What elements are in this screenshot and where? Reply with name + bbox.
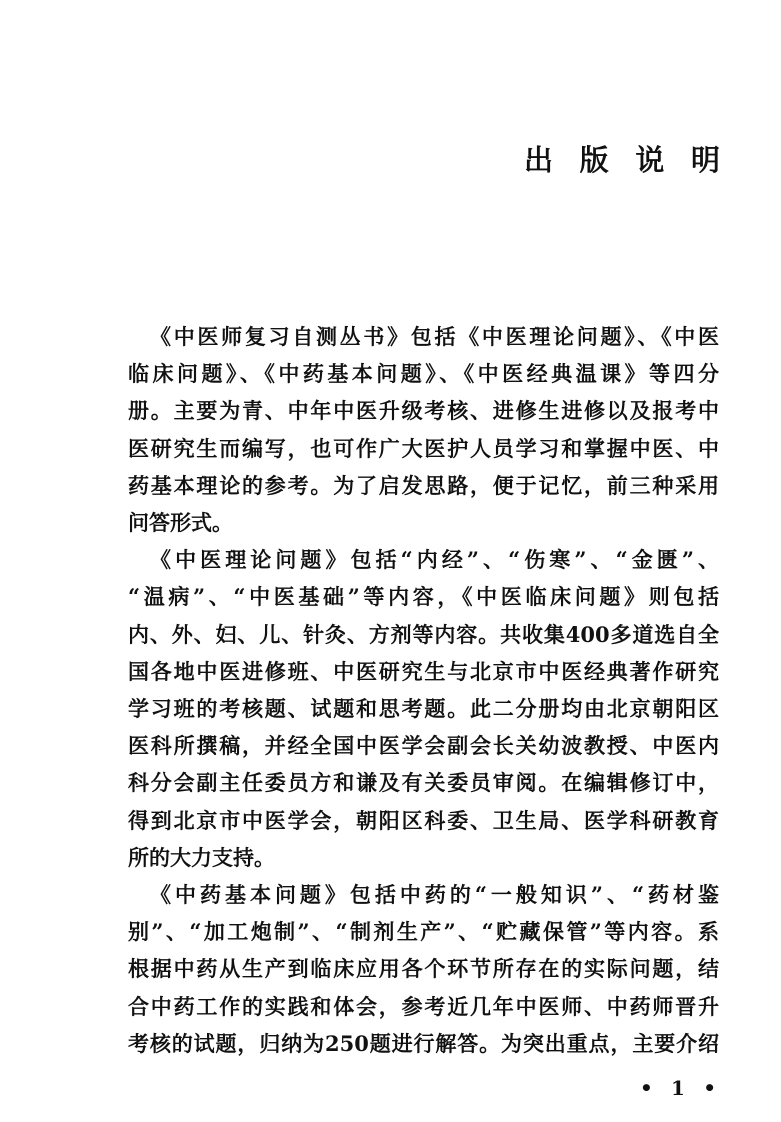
text-line: 医科所撰稿，并经全国中医学会副会长关幼波教授、中医内 [128, 733, 719, 759]
text-line: 合中药工作的实践和体会，参考近几年中医师、中药师晋升 [128, 993, 719, 1019]
text-line: 册。主要为青、中年中医升级考核、进修生进修以及报考中 [128, 398, 719, 424]
body-text [128, 318, 719, 1102]
page-number: • 1 • [640, 1076, 716, 1101]
text-line: 内、外、妇、儿、针灸、方剂等内容。共收集400多道选自全 [128, 621, 719, 647]
text-line: 《中医理论问题》包括“内经”、“伤寒”、“金匮”、 [150, 547, 719, 573]
text-line: 《中药基本问题》包括中药的“一般知识”、“药材鉴 [150, 882, 719, 908]
text-line: 考核的试题，归纳为250题进行解答。为突出重点，主要介绍 [128, 1030, 719, 1056]
text-line: 《中医师复习自测丛书》包括《中医理论问题》、《中医 [150, 324, 719, 349]
text-line: 所的大力支持。 [128, 844, 275, 870]
text-line: “温病”、“中医基础”等内容，《中医临床问题》则包括 [128, 584, 719, 610]
text-line: 学习班的考核题、试题和思考题。此二分册均由北京朝阳区 [128, 696, 719, 722]
text-line: 问答形式。 [128, 510, 233, 536]
text-line: 科分会副主任委员方和谦及有关委员审阅。在编辑修订中， [128, 770, 719, 796]
text-line: 临床问题》、《中药基本问题》、《中医经典温课》等四分 [128, 361, 719, 387]
text-line: 医研究生而编写，也可作广大医护人员学习和掌握中医、中 [128, 435, 719, 461]
text-line: 根据中药从生产到临床应用各个环节所存在的实际问题，结 [128, 956, 719, 982]
text-line: 别”、“加工炮制”、“制剂生产”、“贮藏保管”等内容。系 [128, 919, 719, 945]
text-line: 国各地中医进修班、中医研究生与北京市中医经典著作研究 [128, 658, 719, 684]
body-lines [128, 318, 719, 1062]
page-title: 出 版 说 明 [524, 143, 720, 177]
text-line: 得到北京市中医学会，朝阳区科委、卫生局、医学科研教育 [128, 807, 719, 833]
text-line: 药基本理论的参考。为了启发思路，便于记忆，前三种采用 [128, 472, 719, 498]
